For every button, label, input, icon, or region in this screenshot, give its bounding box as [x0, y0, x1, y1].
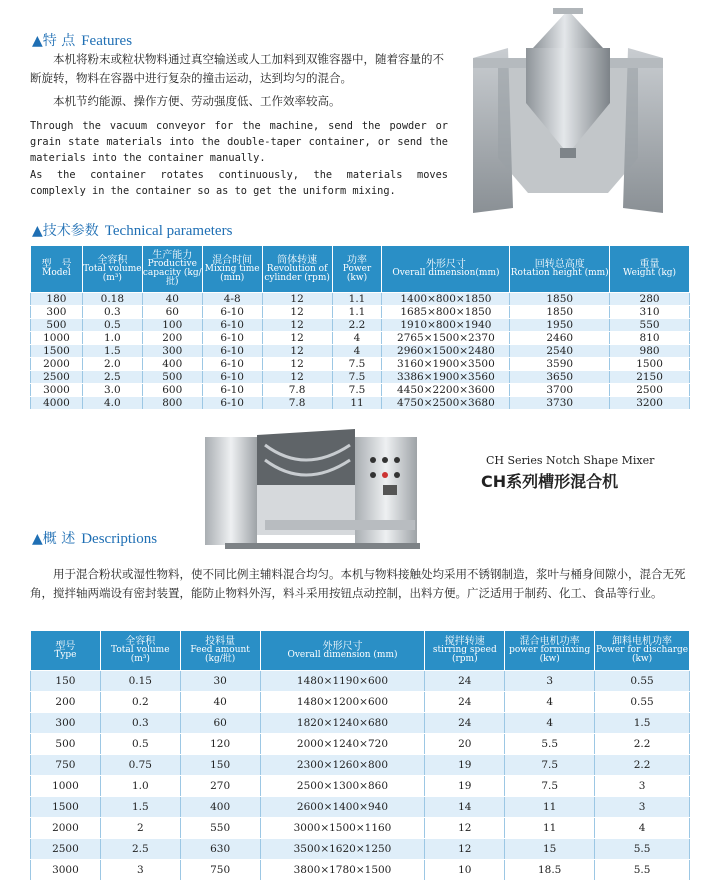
table-cell: 1850 [510, 293, 610, 306]
features-heading-cn: ▲特 点 [32, 33, 76, 49]
table-cell: 24 [425, 692, 505, 713]
ch-header-en: Total volume (m³) [111, 645, 170, 664]
table-cell: 11 [332, 397, 382, 410]
tech-header-cn: 全容积 [97, 254, 128, 266]
tech-header-cn: 功率 [347, 254, 368, 266]
table-row [31, 860, 690, 881]
ch-header-3 [260, 631, 425, 671]
tech-heading-en: Technical parameters [104, 223, 233, 239]
ch-header-5 [505, 631, 595, 671]
table-cell: 1500 [610, 358, 690, 371]
table-cell: 3 [100, 860, 180, 881]
ch-header-cn: 外形尺寸 [322, 640, 363, 652]
table-cell: 60 [142, 306, 202, 319]
table-cell: 7.5 [332, 371, 382, 384]
table-cell: 6-10 [202, 384, 262, 397]
table-cell: 18.5 [505, 860, 595, 881]
ch-header-en: stirring speed (rpm) [432, 645, 497, 664]
table-row [31, 776, 690, 797]
table-cell: 3650 [510, 371, 610, 384]
table-cell: 1.5 [82, 345, 142, 358]
table-row [31, 839, 690, 860]
ch-description: 用于混合粉状或湿性物料，使不同比例主辅料混合均匀。本机与物料接触处均采用不锈钢制造，浆叶与桶身间隙小，混合无死角，搅拌轴两端设有密封装置，能防止物料外泻，料斗采用按钮点动控制，出料方便。广泛适用于制药、化工、食品等行业。 [30, 567, 686, 600]
features-cn-para-1: 本机将粉末或粒状物料通过真空输送或人工加料到双锥容器中，随着容量的不断旋转，物料在容器中进行复杂的撞击运动，达到均匀的混合。 [30, 52, 444, 85]
tech-header-en: Total volume (m³) [83, 263, 142, 283]
table-cell: 3730 [510, 397, 610, 410]
table-cell: 2500 [31, 839, 101, 860]
table-row [31, 371, 690, 384]
table-cell: 1000 [31, 332, 83, 345]
table-cell: 200 [142, 332, 202, 345]
table-cell: 1685×800×1850 [382, 306, 510, 319]
tech-header-en: Model [42, 268, 71, 278]
tech-header-2 [142, 246, 202, 293]
table-cell: 12 [262, 306, 332, 319]
table-cell: 4 [332, 332, 382, 345]
table-cell: 12 [425, 839, 505, 860]
table-cell: 3 [595, 776, 690, 797]
tech-heading [32, 220, 232, 240]
table-cell: 4.0 [82, 397, 142, 410]
table-cell: 2460 [510, 332, 610, 345]
table-cell: 300 [31, 306, 83, 319]
table-cell: 12 [262, 345, 332, 358]
table-cell: 0.15 [100, 671, 180, 692]
table-cell: 500 [31, 319, 83, 332]
table-cell: 20 [425, 734, 505, 755]
table-cell: 1850 [510, 306, 610, 319]
table-cell: 150 [31, 671, 101, 692]
table-cell: 3800×1780×1500 [260, 860, 425, 881]
table-cell: 6-10 [202, 345, 262, 358]
table-cell: 300 [31, 713, 101, 734]
ch-header-1 [100, 631, 180, 671]
ch-header-en: Type [54, 649, 77, 660]
table-cell: 0.55 [595, 671, 690, 692]
ch-header-en: Overall dimension (mm) [287, 649, 398, 660]
ch-header-2 [180, 631, 260, 671]
tech-header-en: Mixing time (min) [204, 263, 260, 283]
tech-header-cn: 重量 [639, 259, 660, 270]
table-cell: 7.5 [332, 384, 382, 397]
table-cell: 180 [31, 293, 83, 306]
ch-header-en: Feed amount (kg/批) [190, 645, 250, 664]
table-cell: 4 [505, 713, 595, 734]
table-cell: 3386×1900×3560 [382, 371, 510, 384]
table-cell: 2600×1400×940 [260, 797, 425, 818]
table-cell: 12 [262, 371, 332, 384]
table-cell: 2765×1500×2370 [382, 332, 510, 345]
table-cell: 19 [425, 776, 505, 797]
ch-header-cn: 混合电机功率 [519, 636, 580, 647]
table-cell: 2500×1300×860 [260, 776, 425, 797]
table-cell: 1400×800×1850 [382, 293, 510, 306]
table-cell: 30 [180, 671, 260, 692]
table-cell: 0.75 [100, 755, 180, 776]
table-row [31, 319, 690, 332]
table-cell: 6-10 [202, 371, 262, 384]
table-cell: 2500 [610, 384, 690, 397]
table-cell: 0.55 [595, 692, 690, 713]
tech-header-0 [31, 246, 83, 293]
table-cell: 0.18 [82, 293, 142, 306]
ch-title-cn: CH系列槽形混合机 [481, 472, 619, 491]
table-cell: 2000 [31, 818, 101, 839]
tech-header-en: Overall dimension(mm) [392, 268, 500, 278]
table-cell: 300 [142, 345, 202, 358]
table-row [31, 384, 690, 397]
table-row [31, 734, 690, 755]
table-cell: 2000 [31, 358, 83, 371]
table-cell: 15 [505, 839, 595, 860]
table-cell: 2540 [510, 345, 610, 358]
ch-notch-mixer-image [205, 425, 430, 555]
table-cell: 11 [505, 818, 595, 839]
table-cell: 7.8 [262, 384, 332, 397]
table-cell: 3.0 [82, 384, 142, 397]
table-cell: 810 [610, 332, 690, 345]
table-row [31, 692, 690, 713]
table-cell: 0.5 [100, 734, 180, 755]
table-cell: 550 [610, 319, 690, 332]
table-row [31, 671, 690, 692]
table-cell: 2.5 [82, 371, 142, 384]
table-cell: 310 [610, 306, 690, 319]
table-cell: 12 [425, 818, 505, 839]
table-cell: 3160×1900×3500 [382, 358, 510, 371]
table-cell: 12 [262, 358, 332, 371]
table-cell: 0.3 [100, 713, 180, 734]
table-cell: 400 [142, 358, 202, 371]
table-cell: 3 [595, 797, 690, 818]
table-cell: 3000×1500×1160 [260, 818, 425, 839]
table-cell: 3500×1620×1250 [260, 839, 425, 860]
table-cell: 6-10 [202, 397, 262, 410]
table-cell: 10 [425, 860, 505, 881]
table-cell: 2.2 [595, 734, 690, 755]
table-cell: 3590 [510, 358, 610, 371]
table-cell: 60 [180, 713, 260, 734]
table-cell: 3000 [31, 384, 83, 397]
table-cell: 24 [425, 713, 505, 734]
table-cell: 2000×1240×720 [260, 734, 425, 755]
table-cell: 4-8 [202, 293, 262, 306]
table-cell: 11 [505, 797, 595, 818]
table-cell: 4450×2200×3600 [382, 384, 510, 397]
tech-header-4 [262, 246, 332, 293]
tech-header-5 [332, 246, 382, 293]
table-cell: 3 [505, 671, 595, 692]
table-cell: 4750×2500×3680 [382, 397, 510, 410]
table-cell: 12 [262, 319, 332, 332]
table-cell: 1480×1200×600 [260, 692, 425, 713]
tech-params-table [30, 245, 690, 410]
table-cell: 7.8 [262, 397, 332, 410]
ch-header-cn: 投料量 [205, 636, 236, 647]
table-cell: 2.5 [100, 839, 180, 860]
ch-header-en: Power for discharge (kw) [596, 645, 689, 664]
table-row [31, 713, 690, 734]
descriptions-heading [32, 528, 157, 548]
table-cell: 1.1 [332, 306, 382, 319]
table-cell: 2300×1260×800 [260, 755, 425, 776]
table-cell: 12 [262, 293, 332, 306]
table-cell: 280 [610, 293, 690, 306]
table-cell: 4 [595, 818, 690, 839]
table-cell: 120 [180, 734, 260, 755]
table-cell: 2960×1500×2480 [382, 345, 510, 358]
ch-title-en: CH Series Notch Shape Mixer [486, 454, 655, 467]
table-row [31, 818, 690, 839]
table-cell: 1480×1190×600 [260, 671, 425, 692]
table-cell: 1.5 [595, 713, 690, 734]
table-row [31, 293, 690, 306]
table-cell: 500 [142, 371, 202, 384]
tech-header-8 [610, 246, 690, 293]
table-cell: 630 [180, 839, 260, 860]
ch-header-cn: 搅拌转速 [444, 636, 485, 647]
table-cell: 0.3 [82, 306, 142, 319]
tech-header-6 [382, 246, 510, 293]
descriptions-heading-en: Descriptions [81, 531, 158, 547]
table-cell: 2 [100, 818, 180, 839]
table-cell: 1.1 [332, 293, 382, 306]
table-cell: 40 [142, 293, 202, 306]
table-cell: 750 [180, 860, 260, 881]
features-heading [32, 30, 132, 50]
ch-params-table [30, 630, 690, 881]
table-row [31, 345, 690, 358]
table-cell: 150 [180, 755, 260, 776]
tech-header-en: Revolution of cylinder (rpm) [264, 263, 330, 283]
table-cell: 24 [425, 671, 505, 692]
table-cell: 1500 [31, 345, 83, 358]
table-cell: 14 [425, 797, 505, 818]
table-cell: 0.2 [100, 692, 180, 713]
tech-header-en: Weight (kg) [623, 268, 677, 278]
tech-heading-cn: ▲技术参数 [32, 223, 99, 239]
table-cell: 1910×800×1940 [382, 319, 510, 332]
features-en-para-1: Through the vacuum conveyor for the machine, send the powder or grain state materials into the double-taper container, or send the materials into the container manually. [30, 120, 448, 164]
table-cell: 7.5 [332, 358, 382, 371]
table-cell: 5.5 [595, 860, 690, 881]
tech-header-en: Productive capacity (kg/批) [142, 259, 202, 287]
ch-header-4 [425, 631, 505, 671]
table-cell: 0.5 [82, 319, 142, 332]
table-cell: 2150 [610, 371, 690, 384]
ch-header-cn: 卸料电机功率 [612, 636, 673, 647]
tech-header-cn: 回转总高度 [534, 259, 585, 270]
ch-header-0 [31, 631, 101, 671]
table-cell: 800 [142, 397, 202, 410]
table-cell: 980 [610, 345, 690, 358]
table-cell: 400 [180, 797, 260, 818]
ch-header-cn: 型号 [55, 640, 76, 652]
table-cell: 1.0 [82, 332, 142, 345]
ch-header-cn: 全容积 [125, 636, 156, 647]
table-cell: 7.5 [505, 755, 595, 776]
table-cell: 500 [31, 734, 101, 755]
table-cell: 4 [332, 345, 382, 358]
table-cell: 750 [31, 755, 101, 776]
table-row [31, 332, 690, 345]
table-cell: 2500 [31, 371, 83, 384]
table-cell: 600 [142, 384, 202, 397]
features-en-para-2: As the container rotates continuously, the materials moves complexly in the container so as to get the uniform mixing. [30, 169, 448, 197]
table-row [31, 306, 690, 319]
ch-header-en: power forminxing (kw) [509, 645, 591, 664]
table-cell: 6-10 [202, 332, 262, 345]
tech-header-cn: 筒体转速 [277, 254, 318, 266]
table-cell: 7.5 [505, 776, 595, 797]
table-cell: 550 [180, 818, 260, 839]
table-cell: 12 [262, 332, 332, 345]
table-cell: 2.2 [332, 319, 382, 332]
tech-header-en: Rotation height (mm) [510, 268, 609, 278]
table-cell: 1.0 [100, 776, 180, 797]
table-row [31, 397, 690, 410]
tech-header-3 [202, 246, 262, 293]
table-cell: 100 [142, 319, 202, 332]
table-row [31, 797, 690, 818]
table-cell: 1820×1240×680 [260, 713, 425, 734]
table-cell: 1950 [510, 319, 610, 332]
tech-header-cn: 混合时间 [212, 254, 253, 266]
features-cn-para-2: 本机节约能源、操作方便、劳动强度低、工作效率较高。 [53, 94, 341, 108]
table-cell: 19 [425, 755, 505, 776]
double-cone-mixer-image [468, 8, 668, 213]
tech-header-cn: 型 号 [41, 259, 72, 270]
table-cell: 1500 [31, 797, 101, 818]
table-cell: 5.5 [595, 839, 690, 860]
tech-header-1 [82, 246, 142, 293]
table-cell: 1.5 [100, 797, 180, 818]
table-row [31, 755, 690, 776]
descriptions-heading-cn: ▲概 述 [32, 531, 76, 547]
tech-header-cn: 外形尺寸 [425, 259, 466, 270]
table-cell: 6-10 [202, 358, 262, 371]
table-cell: 6-10 [202, 306, 262, 319]
tech-header-en: Power (kw) [342, 263, 372, 283]
table-cell: 3200 [610, 397, 690, 410]
table-cell: 2.2 [595, 755, 690, 776]
table-cell: 6-10 [202, 319, 262, 332]
table-cell: 4 [505, 692, 595, 713]
table-cell: 2.0 [82, 358, 142, 371]
table-cell: 1000 [31, 776, 101, 797]
table-cell: 4000 [31, 397, 83, 410]
table-cell: 5.5 [505, 734, 595, 755]
tech-header-7 [510, 246, 610, 293]
table-cell: 3000 [31, 860, 101, 881]
table-cell: 270 [180, 776, 260, 797]
table-cell: 200 [31, 692, 101, 713]
table-cell: 40 [180, 692, 260, 713]
table-row [31, 358, 690, 371]
tech-header-cn: 生产能力 [152, 250, 193, 261]
table-cell: 3700 [510, 384, 610, 397]
features-heading-en: Features [81, 33, 133, 49]
ch-header-6 [595, 631, 690, 671]
